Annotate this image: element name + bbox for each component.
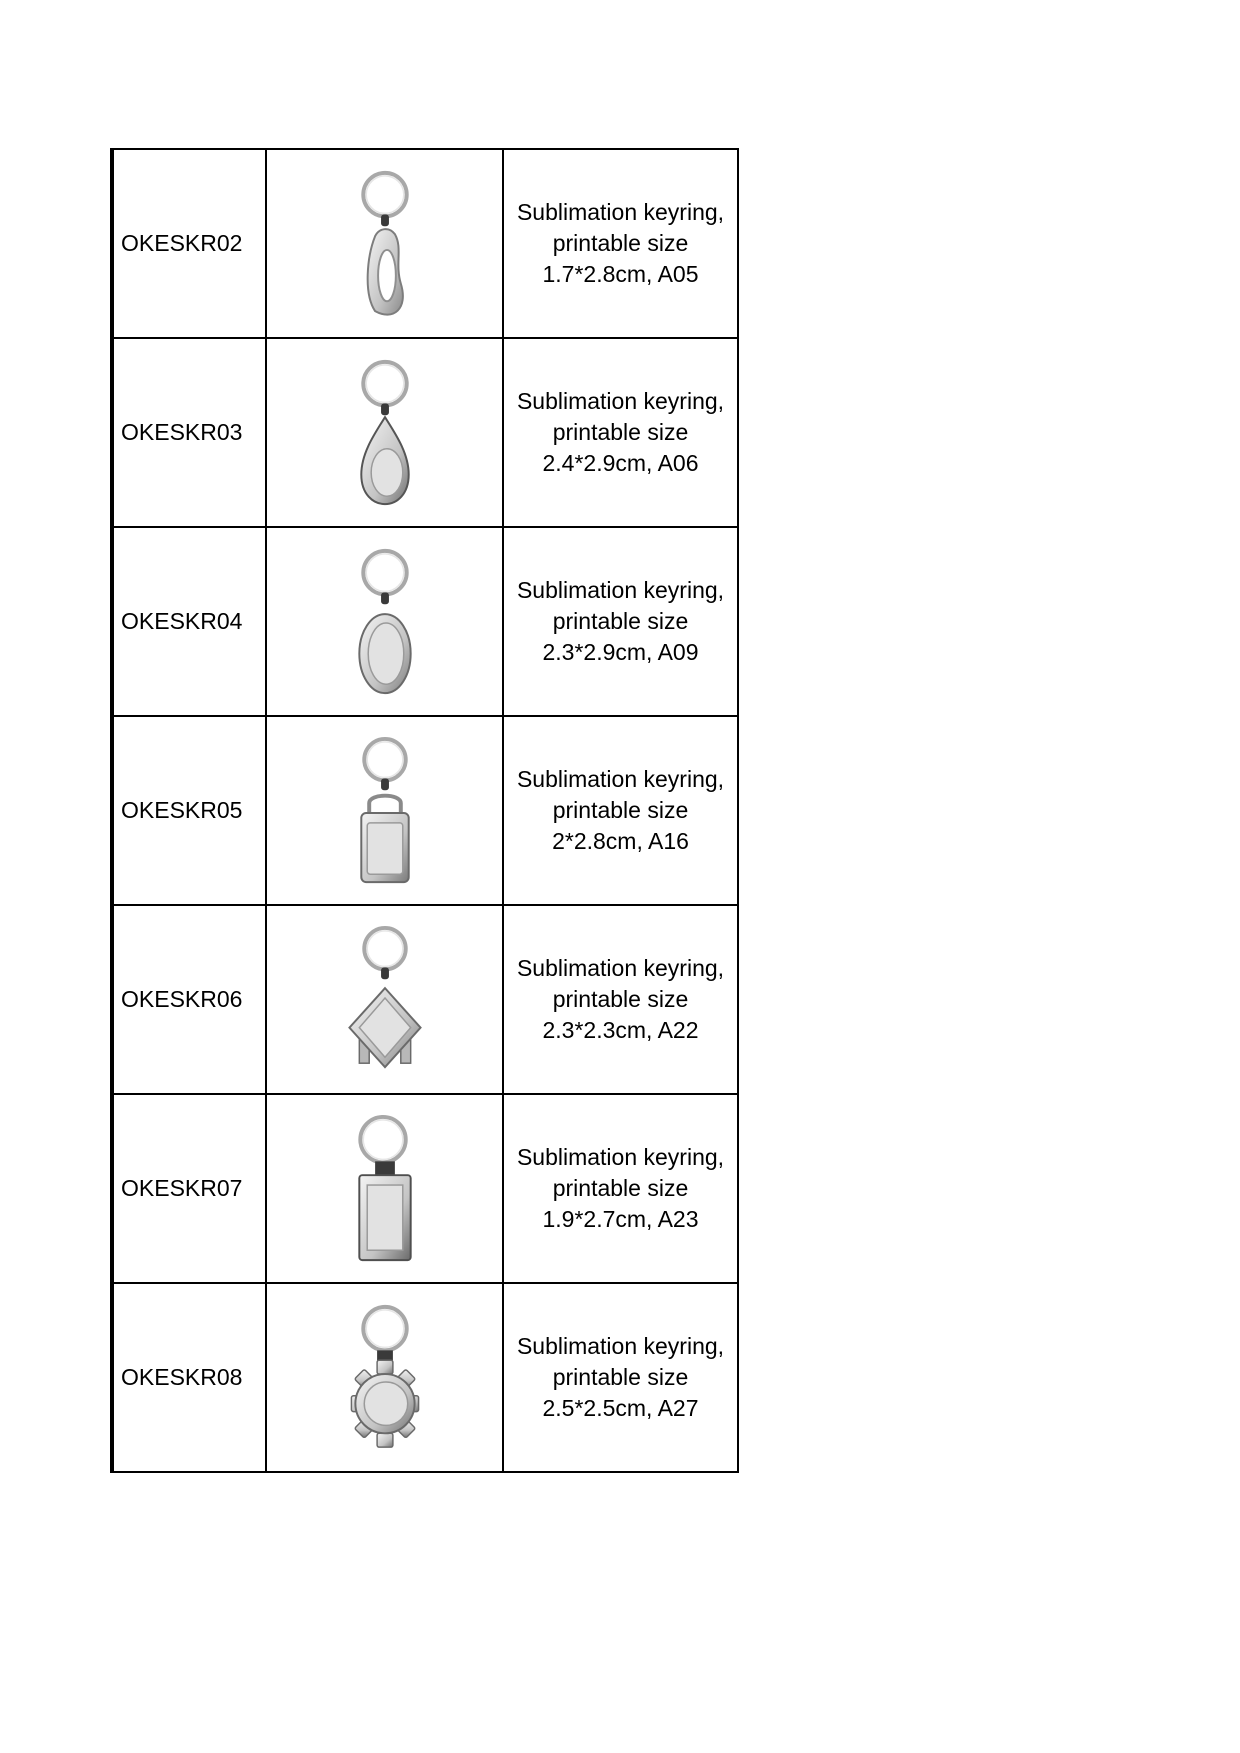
product-code: OKESKR07 bbox=[112, 1094, 266, 1283]
description-line: Sublimation keyring, bbox=[516, 955, 725, 981]
product-code: OKESKR04 bbox=[112, 527, 266, 716]
description-line: printable size bbox=[552, 986, 689, 1012]
product-code: OKESKR02 bbox=[112, 149, 266, 338]
description-line: Sublimation keyring, bbox=[516, 1333, 725, 1359]
table-row bbox=[112, 338, 738, 527]
description-line: 2.3*2.9cm, A09 bbox=[542, 639, 699, 665]
product-image-cell bbox=[266, 1283, 503, 1472]
description-line: printable size bbox=[552, 1364, 689, 1390]
product-image-cell bbox=[266, 527, 503, 716]
gear-keyring-icon bbox=[345, 1299, 425, 1457]
table-row bbox=[112, 1094, 738, 1283]
product-description bbox=[503, 1094, 738, 1283]
product-description bbox=[503, 716, 738, 905]
description-line: 1.9*2.7cm, A23 bbox=[542, 1206, 699, 1232]
description-line: 2.5*2.5cm, A27 bbox=[542, 1395, 699, 1421]
rounded-rectangle-keyring-icon bbox=[345, 732, 425, 890]
table-row bbox=[112, 716, 738, 905]
teardrop-keyring-icon bbox=[345, 354, 425, 512]
table-row bbox=[112, 905, 738, 1094]
table-row bbox=[112, 1283, 738, 1472]
description-line: printable size bbox=[552, 230, 689, 256]
product-description bbox=[503, 149, 738, 338]
description-line: 1.7*2.8cm, A05 bbox=[542, 261, 699, 287]
product-image-cell bbox=[266, 1094, 503, 1283]
product-description bbox=[503, 338, 738, 527]
product-code: OKESKR06 bbox=[112, 905, 266, 1094]
oval-keyring-icon bbox=[345, 543, 425, 701]
description-line: 2.4*2.9cm, A06 bbox=[542, 450, 699, 476]
description-line: Sublimation keyring, bbox=[516, 766, 725, 792]
product-description bbox=[503, 1283, 738, 1472]
product-image-cell bbox=[266, 338, 503, 527]
table-row bbox=[112, 149, 738, 338]
description-line: printable size bbox=[552, 797, 689, 823]
product-image-cell bbox=[266, 905, 503, 1094]
diamond-keyring-icon bbox=[345, 921, 425, 1079]
description-line: Sublimation keyring, bbox=[516, 199, 725, 225]
product-code: OKESKR03 bbox=[112, 338, 266, 527]
description-line: 2.3*2.3cm, A22 bbox=[542, 1017, 699, 1043]
product-image-cell bbox=[266, 149, 503, 338]
product-code: OKESKR08 bbox=[112, 1283, 266, 1472]
description-line: printable size bbox=[552, 419, 689, 445]
description-line: Sublimation keyring, bbox=[516, 388, 725, 414]
description-line: 2*2.8cm, A16 bbox=[552, 828, 689, 854]
product-image-cell bbox=[266, 716, 503, 905]
description-line: printable size bbox=[552, 608, 689, 634]
product-description bbox=[503, 905, 738, 1094]
description-line: Sublimation keyring, bbox=[516, 577, 725, 603]
product-description bbox=[503, 527, 738, 716]
description-line: printable size bbox=[552, 1175, 689, 1201]
curved-keyring-icon bbox=[345, 165, 425, 323]
product-table bbox=[110, 148, 739, 1473]
rectangle-keyring-icon bbox=[345, 1110, 425, 1268]
description-line: Sublimation keyring, bbox=[516, 1144, 725, 1170]
table-row bbox=[112, 527, 738, 716]
product-code: OKESKR05 bbox=[112, 716, 266, 905]
